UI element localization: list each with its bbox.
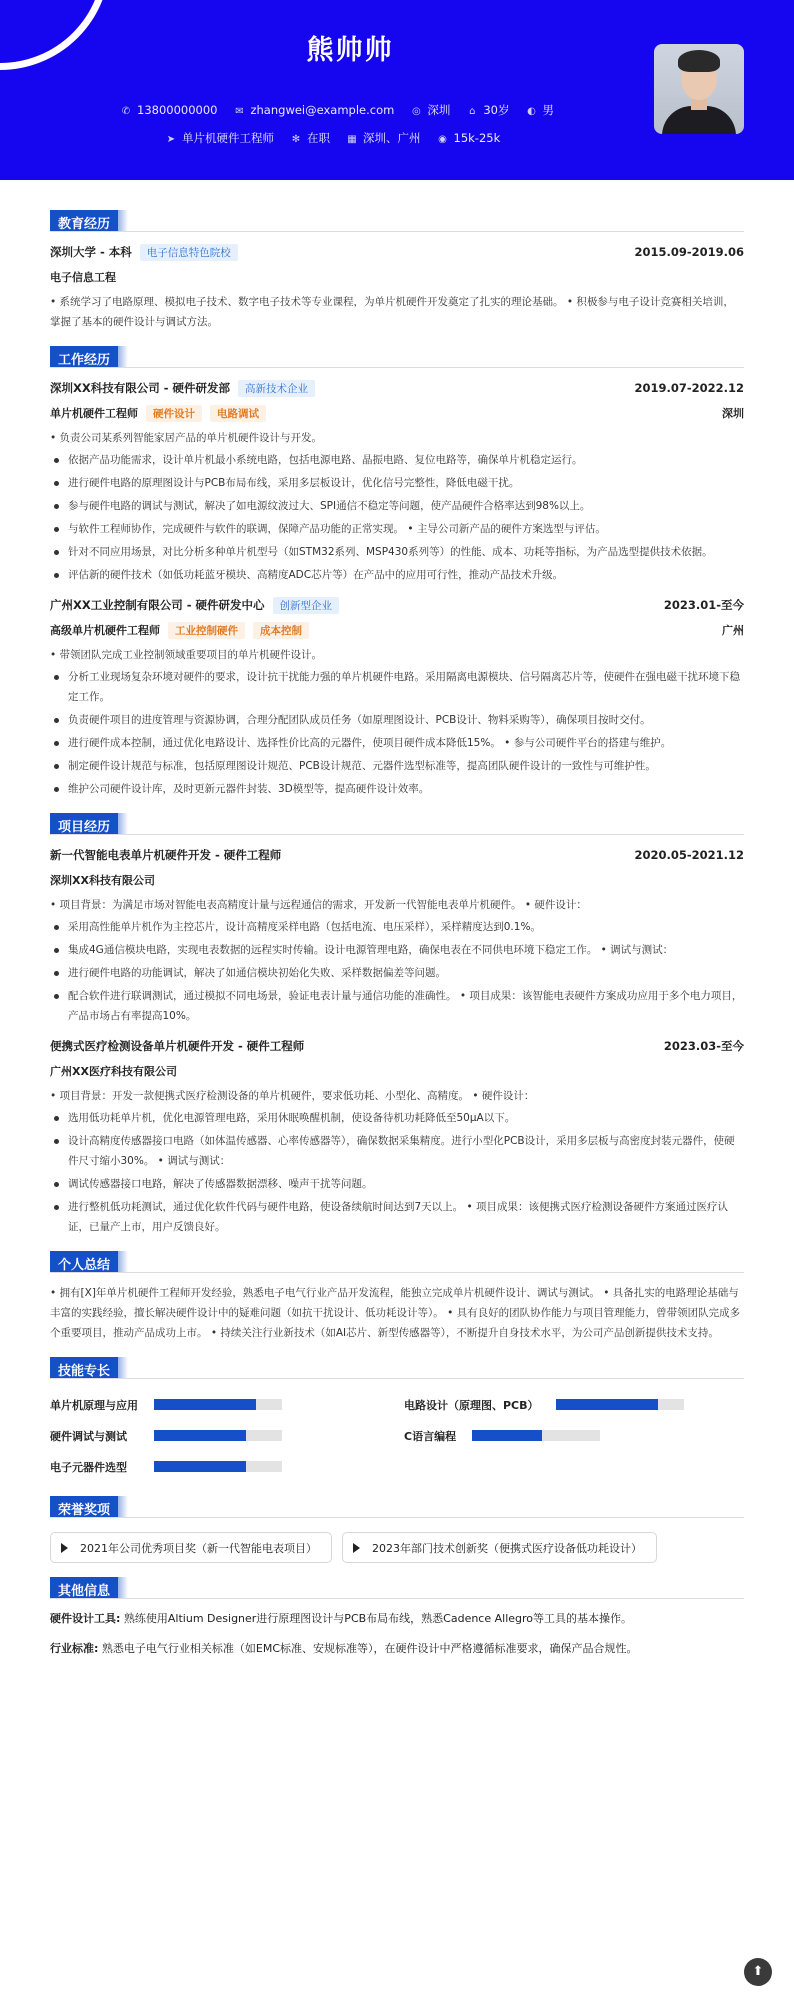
skills-grid: [50, 1389, 744, 1482]
project-bullets: [50, 1108, 744, 1237]
gender-info: ◐ 男: [527, 103, 554, 117]
gear-icon: ✻: [291, 134, 301, 145]
list-item: 依据产品功能需求，设计单片机最小系统电路，包括电源电路、晶振电路、复位电路等，确保单片机稳定运行。: [50, 450, 744, 470]
work-intro: • 带领团队完成工业控制领域重要项目的单片机硬件设计。: [50, 649, 323, 661]
header-banner: [0, 0, 794, 180]
list-item: 与软件工程师协作，完成硬件与软件的联调，保障产品功能的正常实现。 • 主导公司新产品的硬件方案选型与评估。: [50, 519, 744, 539]
position-row: [50, 619, 744, 641]
skill-tag: 成本控制: [253, 622, 309, 639]
project-name: 便携式医疗检测设备单片机硬件开发 - 硬件工程师: [50, 1039, 305, 1053]
section-title: 工作经历: [50, 346, 118, 367]
project-date: 2020.05-2021.12: [634, 848, 744, 862]
play-icon: [353, 1543, 360, 1553]
list-item: 进行整机低功耗测试，通过优化软件代码与硬件电路，使设备续航时间达到7天以上。 • 项目成果：该便携式医疗检测设备硬件方案通过医疗认证，已量产上市，用户反馈良好。: [50, 1197, 744, 1237]
locations-info: ▦ 深圳、广州: [347, 131, 421, 145]
building-icon: ▦: [347, 134, 357, 145]
major: 电子信息工程: [50, 271, 116, 284]
award-item: 2021年公司优秀项目奖（新一代智能电表项目）: [50, 1532, 332, 1563]
project-date: 2023.03-至今: [663, 1039, 744, 1053]
contact-row: [120, 102, 554, 118]
skills-section-header: [50, 1357, 744, 1379]
work-bullets: [50, 450, 744, 585]
section-title: 个人总结: [50, 1251, 118, 1272]
awards-section-header: [50, 1496, 744, 1518]
skill-bar: [556, 1399, 684, 1410]
skill-item: 电路设计（原理图、PCB）: [404, 1389, 704, 1420]
other-section-header: [50, 1577, 744, 1599]
project-bullets: [50, 917, 744, 1026]
section-title: 项目经历: [50, 813, 118, 834]
list-item: 进行硬件成本控制，通过优化电路设计、选择性价比高的元器件，使项目硬件成本降低15%。 • 参与公司硬件平台的搭建与维护。: [50, 733, 744, 753]
skill-tag: 硬件设计: [146, 405, 202, 422]
position-title: 单片机硬件工程师: [50, 406, 138, 420]
list-item: 进行硬件电路的原理图设计与PCB布局布线，采用多层板设计，优化信号完整性，降低电磁干扰。: [50, 473, 744, 493]
summary-section-header: [50, 1251, 744, 1273]
list-item: 进行硬件电路的功能调试，解决了如通信模块初始化失败、采样数据偏差等问题。: [50, 963, 744, 983]
position-row: [50, 402, 744, 424]
work-city: 广州: [722, 624, 744, 637]
location-icon: ◎: [411, 106, 421, 117]
projects-section-header: [50, 813, 744, 835]
play-icon: [61, 1543, 68, 1553]
section-title: 技能专长: [50, 1357, 118, 1378]
standards-line: 行业标准: 熟悉电子电气行业相关标准（如EMC标准、安规标准等），在硬件设计中严格遵循标准要求，确保产品合规性。: [50, 1642, 638, 1655]
list-item: 调试传感器接口电路，解决了传感器数据漂移、噪声干扰等问题。: [50, 1174, 744, 1194]
company-tag: 创新型企业: [273, 597, 340, 614]
list-item: 配合软件进行联调测试，通过模拟不同电场景，验证电表计量与通信功能的准确性。 • 项目成果：该智能电表硬件方案成功应用于多个电力项目，产品市场占有率提高10%。: [50, 986, 744, 1026]
skill-tag: 电路调试: [210, 405, 266, 422]
skill-fill: [154, 1399, 256, 1410]
skill-fill: [154, 1430, 246, 1441]
phone-icon: ✆: [121, 106, 131, 117]
send-icon: ➤: [166, 134, 176, 145]
mail-icon: ✉: [235, 106, 244, 117]
job-info: ➤ 单片机硬件工程师: [166, 131, 274, 145]
company-name: 深圳XX科技有限公司 - 硬件研发部: [50, 380, 231, 395]
phone-info: ✆ 13800000000: [121, 103, 218, 117]
status-info: ✻ 在职: [291, 131, 330, 145]
skill-fill: [154, 1461, 246, 1472]
work-date: 2023.01-至今: [663, 598, 744, 612]
salary-icon: ◉: [438, 134, 447, 145]
award-item: 2023年部门技术创新奖（便携式医疗设备低功耗设计）: [342, 1532, 657, 1563]
avatar: [654, 44, 744, 134]
list-item: 集成4G通信模块电路，实现电表数据的远程实时传输。设计电源管理电路，确保电表在不同供电环境下稳定工作。 • 调试与测试：: [50, 940, 744, 960]
project-company: 广州XX医疗科技有限公司: [50, 1065, 177, 1078]
list-item: 评估新的硬件技术（如低功耗蓝牙模块、高精度ADC芯片等）在产品中的应用可行性，推动产品技术升级。: [50, 565, 744, 585]
age-info: ⌂ 30岁: [466, 102, 509, 118]
skill-bar: [154, 1399, 282, 1410]
school-name: 深圳大学 - 本科: [50, 244, 132, 259]
work-section-header: [50, 346, 744, 368]
education-date: 2015.09-2019.06: [634, 245, 744, 259]
gender-icon: ◐: [527, 106, 536, 117]
list-item: 采用高性能单片机作为主控芯片，设计高精度采样电路（包括电流、电压采样），采样精度达到0.1%。: [50, 917, 744, 937]
section-title: 教育经历: [50, 210, 118, 231]
skill-tag: 工业控制硬件: [168, 622, 245, 639]
work-city: 深圳: [722, 407, 744, 420]
section-title: 其他信息: [50, 1577, 118, 1598]
skill-bar: [154, 1461, 282, 1472]
work-intro: • 负责公司某系列智能家居产品的单片机硬件设计与开发。: [50, 432, 323, 444]
resume-body: [0, 180, 794, 1659]
tools-line: 硬件设计工具: 熟练使用Altium Designer进行原理图设计与PCB布局布线，熟悉Cadence Allegro等工具的基本操作。: [50, 1612, 633, 1625]
city-info: ◎ 深圳: [411, 103, 451, 117]
work-date: 2019.07-2022.12: [634, 381, 744, 395]
list-item: 负责硬件项目的进度管理与资源协调，合理分配团队成员任务（如原理图设计、PCB设计、物料采购等），确保项目按时交付。: [50, 710, 744, 730]
scroll-to-top-button[interactable]: [744, 1958, 772, 1986]
awards-list: [50, 1532, 744, 1563]
skill-item: 单片机原理与应用: [50, 1389, 404, 1420]
project-company: 深圳XX科技有限公司: [50, 874, 155, 887]
list-item: 针对不同应用场景，对比分析多种单片机型号（如STM32系列、MSP430系列等）的性能、成本、功耗等指标，为产品选型提供技术依据。: [50, 542, 744, 562]
project-name: 新一代智能电表单片机硬件开发 - 硬件工程师: [50, 848, 282, 862]
summary-text: • 拥有[X]年单片机硬件工程师开发经验，熟悉电子电气行业产品开发流程，能独立完成单片机硬件设计、调试与测试。 • 具备扎实的电路理论基础与丰富的实践经验，擅长解决硬件设计中的疑难问题（如抗干扰设计、低功耗设计等）。 • 具有良好的团队协作能力与项目管理能力，曾带领团队完成多个重要项目，推动产品成功上市。 • 持续关注行业新技术（如AI芯片、新型传感器等），不断提升自身技术水平，为公司产品创新提供技术支持。: [50, 1287, 741, 1339]
work-entry: [50, 595, 744, 615]
position-title: 高级单片机硬件工程师: [50, 623, 160, 637]
company-tag: 高新技术企业: [238, 380, 315, 397]
school-tag: 电子信息特色院校: [140, 244, 238, 261]
skill-bar: [472, 1430, 600, 1441]
project-entry: [50, 845, 744, 865]
list-item: 维护公司硬件设计库，及时更新元器件封装、3D模型等，提高硬件设计效率。: [50, 779, 744, 799]
work-bullets: [50, 667, 744, 799]
project-entry: [50, 1036, 744, 1056]
skill-bar: [154, 1430, 282, 1441]
skill-item: 电子元器件选型: [50, 1451, 404, 1482]
other-info: [50, 1609, 744, 1659]
section-title: 荣誉奖项: [50, 1496, 118, 1517]
email-info[interactable]: ✉ zhangwei@example.com: [235, 103, 395, 117]
list-item: 制定硬件设计规范与标准，包括原理图设计规范、PCB设计规范、元器件选型标准等，提高团队硬件设计的一致性与可维护性。: [50, 756, 744, 776]
list-item: 分析工业现场复杂环境对硬件的要求，设计抗干扰能力强的单片机硬件电路。采用隔离电源模块、信号隔离芯片等，使硬件在强电磁干扰环境下稳定工作。: [50, 667, 744, 707]
list-item: 设计高精度传感器接口电路（如体温传感器、心率传感器等），确保数据采集精度。进行小型化PCB设计，采用多层板与高密度封装元器件，使硬件尺寸缩小30%。 • 调试与测试：: [50, 1131, 744, 1171]
skill-item: C语言编程: [404, 1420, 704, 1451]
salary-info: ◉ 15k-25k: [438, 131, 501, 145]
list-item: 选用低功耗单片机，优化电源管理电路，采用休眠唤醒机制，使设备待机功耗降低至50μA以下。: [50, 1108, 744, 1128]
project-intro: • 项目背景：开发一款便携式医疗检测设备的单片机硬件，要求低功耗、小型化、高精度。 • 硬件设计：: [50, 1090, 535, 1102]
list-item: 参与硬件电路的调试与测试，解决了如电源纹波过大、SPI通信不稳定等问题，使产品硬件合格率达到98%以上。: [50, 496, 744, 516]
education-desc: • 系统学习了电路原理、模拟电子技术、数字电子技术等专业课程，为单片机硬件开发奠定了扎实的理论基础。 • 积极参与电子设计竞赛相关培训，掌握了基本的硬件设计与调试方法。: [50, 296, 734, 328]
skill-fill: [472, 1430, 542, 1441]
skill-item: 硬件调试与测试: [50, 1420, 404, 1451]
skill-fill: [556, 1399, 658, 1410]
education-section-header: [50, 210, 744, 232]
education-entry: [50, 242, 744, 262]
arrow-up-icon: ⬆: [752, 1964, 764, 1979]
job-row: [165, 130, 500, 146]
project-intro: • 项目背景：为满足市场对智能电表高精度计量与远程通信的需求，开发新一代智能电表单片机硬件。 • 硬件设计：: [50, 899, 587, 911]
work-entry: [50, 378, 744, 398]
candidate-name: 熊帅帅: [306, 35, 394, 66]
age-icon: ⌂: [469, 106, 476, 117]
company-name: 广州XX工业控制有限公司 - 硬件研发中心: [50, 597, 265, 612]
